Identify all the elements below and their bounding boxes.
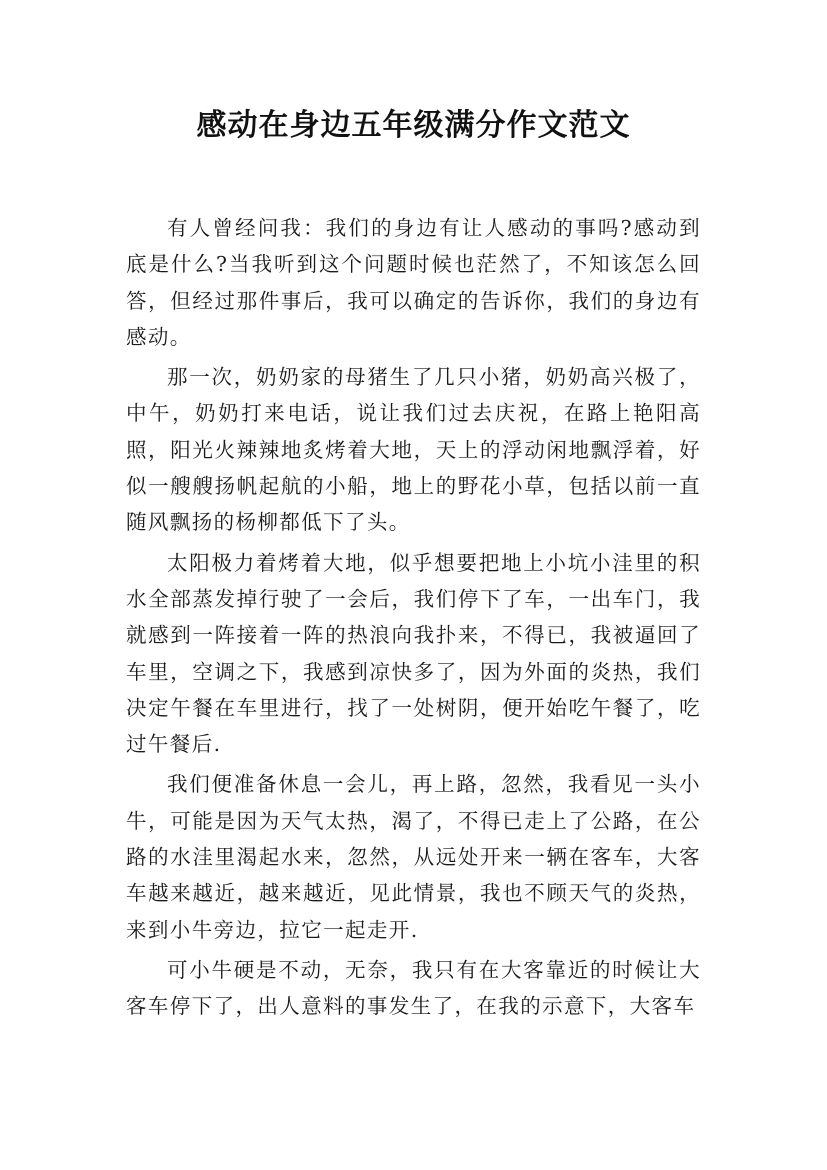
paragraph: 可小牛硬是不动，无奈，我只有在大客靠近的时候让大客车停下了，出人意料的事发生了，在我的示意下，大客车 bbox=[126, 957, 701, 1019]
paragraph: 我们便准备休息一会儿，再上路，忽然，我看见一头小牛，可能是因为天气太热，渴了，不得已走上了公路，在公路的水洼里渴起水来，忽然，从远处开来一辆在客车，大客车越来越近，越来越近，见此情景，我也不顾天气的炎热，来到小牛旁边，拉它一起走开. bbox=[126, 772, 701, 942]
paragraph: 有人曾经问我：我们的身边有让人感动的事吗?感动到底是什么?当我听到这个问题时候也茫然了，不知该怎么回答，但经过那件事后，我可以确定的告诉你，我们的身边有感动。 bbox=[126, 216, 701, 349]
document-title: 感动在身边五年级满分作文范文 bbox=[196, 108, 631, 143]
document-body bbox=[126, 210, 701, 1025]
paragraph: 太阳极力着烤着大地，似乎想要把地上小坑小洼里的积水全部蒸发掉行驶了一会后，我们停下了车，一出车门，我就感到一阵接着一阵的热浪向我扑来，不得已，我被逼回了车里，空调之下，我感到凉快多了，因为外面的炎热，我们决定午餐在车里进行，找了一处树阴，便开始吃午餐了，吃过午餐后. bbox=[126, 550, 701, 757]
paragraph: 那一次，奶奶家的母猪生了几只小猪，奶奶高兴极了，中午，奶奶打来电话，说让我们过去庆祝，在路上艳阳高照，阳光火辣辣地炙烤着大地，天上的浮动闲地飘浮着，好似一艘艘扬帆起航的小船，地上的野花小草，包括以前一直随风飘扬的杨柳都低下了头。 bbox=[126, 365, 701, 535]
